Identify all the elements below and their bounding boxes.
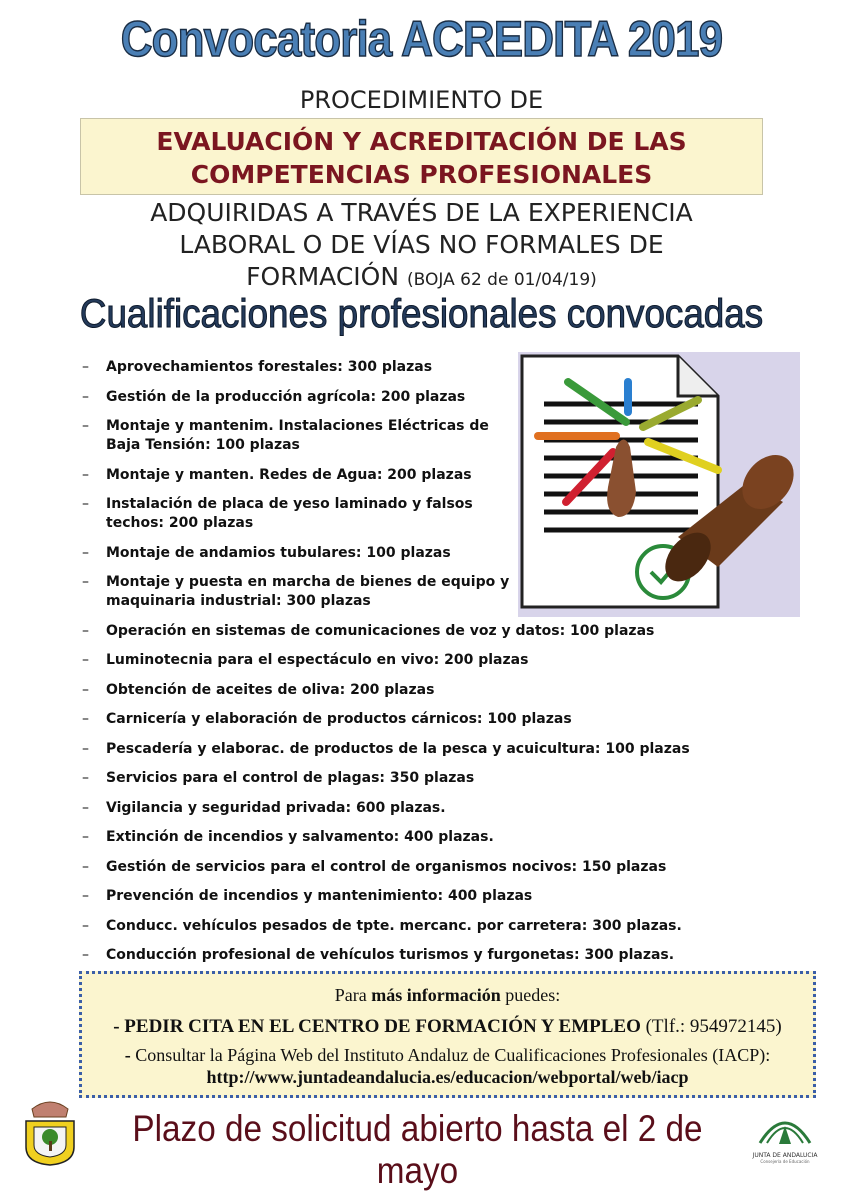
junta-logo-icon bbox=[755, 1108, 815, 1148]
qualification-text: Montaje y manten. Redes de Agua: 200 plazas bbox=[106, 466, 472, 483]
qualification-text: Gestión de servicios para el control de organismos nocivos: 150 plazas bbox=[106, 858, 667, 875]
bullet-dash: – bbox=[82, 388, 89, 405]
qualification-text: Conducc. vehículos pesados de tpte. mercanc. por carretera: 300 plazas. bbox=[106, 917, 682, 934]
qualification-item bbox=[78, 858, 778, 877]
description-line: ADQUIRIDAS A TRAVÉS DE LA EXPERIENCIA bbox=[150, 198, 693, 227]
info-text: puedes: bbox=[505, 985, 561, 1005]
section-title: Cualificaciones profesionales convocadas bbox=[79, 292, 764, 336]
description-line: LABORAL O DE VÍAS NO FORMALES DE bbox=[179, 230, 664, 259]
info-text-bold: más información bbox=[371, 985, 501, 1005]
bullet-dash: – bbox=[82, 770, 89, 786]
description-line: FORMACIÓN bbox=[246, 262, 400, 291]
qualification-text: Gestión de la producción agrícola: 200 plazas bbox=[106, 388, 466, 405]
highlight-line: COMPETENCIAS PROFESIONALES bbox=[190, 160, 653, 189]
qualification-item bbox=[78, 917, 778, 936]
bullet-dash: – bbox=[82, 544, 89, 561]
highlight-line: EVALUACIÓN Y ACREDITACIÓN DE LAS bbox=[156, 127, 687, 156]
qualification-text: Pescadería y elaborac. de productos de la pesca y acuicultura: 100 plazas bbox=[106, 740, 690, 757]
appointment-text: - PEDIR CITA EN EL CENTRO DE FORMACIÓN Y EMPLEO bbox=[113, 1016, 641, 1037]
qualification-item bbox=[78, 681, 778, 700]
qualification-text: Prevención de incendios y mantenimiento: 400 plazas bbox=[106, 888, 533, 904]
iacp-link[interactable]: http://www.juntadeandalucia.es/educacion/webportal/web/iacp bbox=[206, 1067, 689, 1087]
page-title: Convocatoria ACREDITA 2019 bbox=[120, 11, 723, 67]
qualification-text: Operación en sistemas de comunicaciones de voz y datos: 100 plazas bbox=[106, 622, 655, 639]
info-text: Para bbox=[334, 985, 367, 1005]
qualification-text: Obtención de aceites de oliva: 200 plazas bbox=[106, 681, 435, 698]
bullet-dash: – bbox=[82, 829, 89, 845]
subtitle: PROCEDIMIENTO DE bbox=[299, 86, 544, 114]
qualification-text: Extinción de incendios y salvamento: 400 plazas. bbox=[106, 829, 494, 845]
bullet-dash: – bbox=[82, 888, 89, 904]
document-illustration bbox=[518, 352, 800, 617]
qualification-item bbox=[78, 828, 778, 847]
bullet-dash: – bbox=[82, 574, 89, 590]
junta-andalucia-logo bbox=[750, 1108, 820, 1168]
bullet-dash: – bbox=[82, 711, 89, 727]
bullet-dash: – bbox=[82, 496, 89, 512]
bullet-dash: – bbox=[82, 359, 89, 375]
bullet-dash: – bbox=[82, 466, 89, 483]
bullet-dash: – bbox=[82, 652, 89, 668]
bullet-dash: – bbox=[82, 917, 89, 934]
bullet-dash: – bbox=[82, 418, 89, 434]
qualification-text: Montaje y puesta en marcha de bienes de equipo y maquinaria industrial: 300 plazas bbox=[106, 574, 510, 609]
qualification-item bbox=[78, 946, 778, 965]
qualification-text: Luminotecnia para el espectáculo en vivo: 200 plazas bbox=[106, 652, 529, 668]
qualification-item bbox=[78, 740, 778, 759]
qualification-text: Montaje y mantenim. Instalaciones Eléctricas de Baja Tensión: 100 plazas bbox=[106, 418, 489, 453]
qualification-item bbox=[78, 622, 778, 641]
qualification-item bbox=[78, 651, 778, 670]
qualification-text: Instalación de placa de yeso laminado y falsos techos: 200 plazas bbox=[106, 496, 473, 531]
document-check-icon bbox=[518, 352, 800, 617]
web-text: Consultar la Página Web del Instituto Andaluz de Cualificaciones Profesionales (IACP): bbox=[135, 1045, 771, 1065]
bullet-dash: – bbox=[82, 858, 89, 875]
coat-of-arms-icon bbox=[22, 1095, 78, 1167]
logo-text: JUNTA DE ANDALUCIA bbox=[752, 1152, 818, 1159]
boja-reference: (BOJA 62 de 01/04/19) bbox=[407, 270, 597, 290]
qualification-item bbox=[78, 769, 778, 788]
logo-subtext: Consejería de Educación bbox=[760, 1159, 810, 1164]
dash: - bbox=[124, 1045, 131, 1065]
description bbox=[0, 197, 843, 296]
bullet-dash: – bbox=[82, 622, 89, 639]
bullet-dash: – bbox=[82, 681, 89, 698]
bullet-dash: – bbox=[82, 740, 89, 757]
qualification-text: Carnicería y elaboración de productos cárnicos: 100 plazas bbox=[106, 711, 572, 727]
qualification-item bbox=[78, 799, 778, 818]
highlight-box bbox=[80, 118, 763, 195]
qualification-text: Servicios para el control de plagas: 350 plazas bbox=[106, 770, 475, 786]
qualification-item bbox=[78, 887, 778, 906]
qualification-text: Aprovechamientos forestales: 300 plazas bbox=[106, 359, 433, 375]
bullet-dash: – bbox=[82, 947, 89, 963]
municipal-coat-of-arms bbox=[22, 1095, 78, 1167]
bullet-dash: – bbox=[82, 799, 89, 816]
info-box bbox=[79, 971, 816, 1098]
deadline-text: Plazo de solicitud abierto hasta el 2 de mayo bbox=[132, 1108, 703, 1191]
phone-number: (Tlf.: 954972145) bbox=[645, 1016, 782, 1037]
qualification-text: Conducción profesional de vehículos turismos y furgonetas: 300 plazas. bbox=[106, 947, 675, 963]
qualification-text: Montaje de andamios tubulares: 100 plazas bbox=[106, 544, 451, 561]
qualification-item bbox=[78, 710, 778, 729]
qualification-text: Vigilancia y seguridad privada: 600 plazas. bbox=[106, 799, 446, 816]
